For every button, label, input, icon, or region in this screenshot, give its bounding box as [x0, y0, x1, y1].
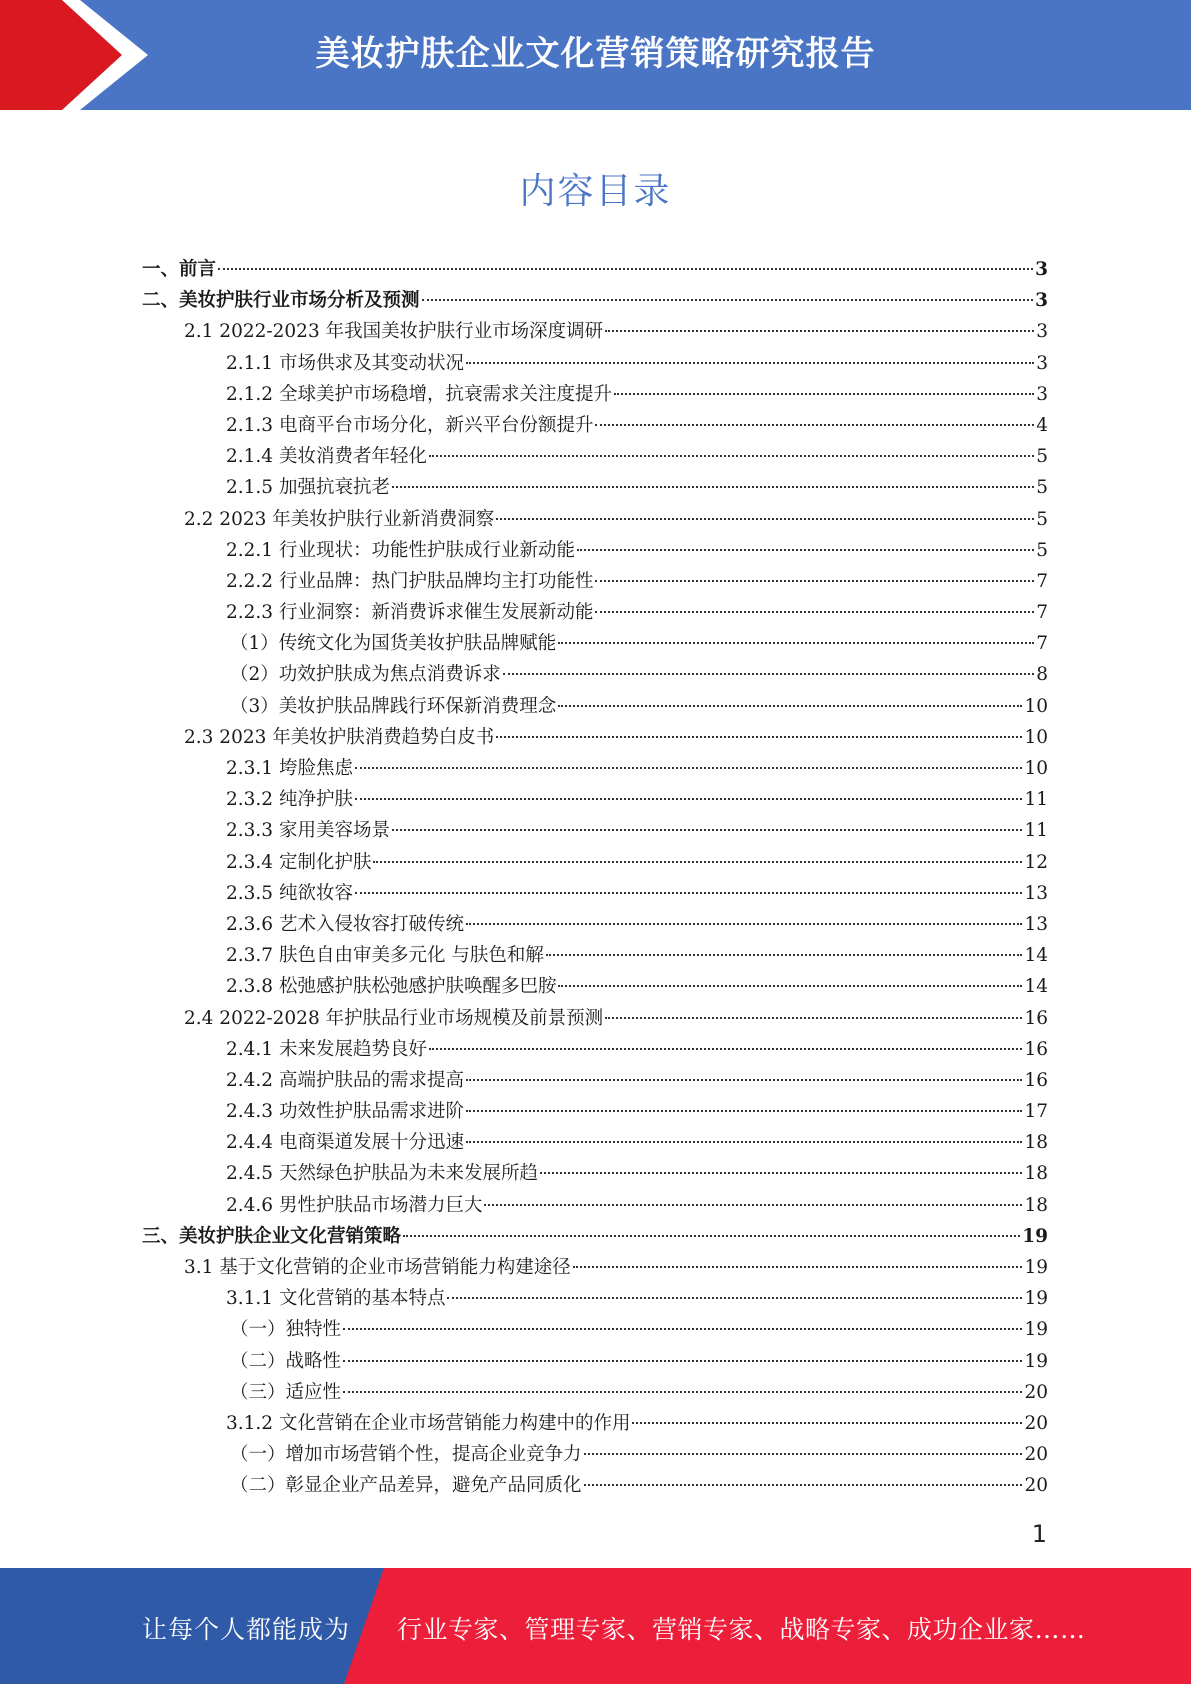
toc-leader-dots: [355, 798, 1023, 800]
toc-entry[interactable]: [142, 784, 1048, 815]
toc-entry-page: 18: [1024, 1132, 1048, 1154]
toc-entry[interactable]: [142, 1127, 1048, 1158]
toc-entry-title: 2.1.2 全球美护市场稳增，抗衰需求关注度提升: [226, 383, 612, 405]
toc-leader-dots: [355, 892, 1023, 894]
toc-entry-title: 3.1.2 文化营销在企业市场营销能力构建中的作用: [226, 1412, 631, 1434]
header-banner: [0, 0, 1191, 110]
toc-entry-page: 5: [1036, 477, 1048, 499]
toc-leader-dots: [496, 518, 1034, 520]
toc-entry-title: 2.4.2 高端护肤品的需求提高: [226, 1069, 464, 1091]
toc-entry[interactable]: [142, 1158, 1048, 1189]
toc-entry[interactable]: [142, 535, 1048, 566]
toc-leader-dots: [466, 923, 1022, 925]
toc-entry-title: 2.2.3 行业洞察：新消费诉求催生发展新动能: [226, 602, 594, 624]
toc-leader-dots: [429, 1048, 1022, 1050]
toc-entry-page: 5: [1036, 446, 1048, 468]
toc-entry-title: 2.4.3 功效性护肤品需求进阶: [226, 1101, 464, 1123]
toc-entry[interactable]: [142, 753, 1048, 784]
toc-entry[interactable]: [142, 909, 1048, 940]
toc-leader-dots: [403, 1235, 1020, 1237]
table-of-contents: [142, 254, 1048, 1502]
toc-entry-title: 2.3.3 家用美容场景: [226, 820, 390, 842]
toc-entry-page: 7: [1036, 633, 1048, 655]
document-title: 美妆护肤企业文化营销策略研究报告: [315, 34, 876, 74]
toc-entry[interactable]: [142, 441, 1048, 472]
footer-roles: 行业专家、管理专家、营销专家、战略专家、成功企业家……: [397, 1615, 1086, 1644]
toc-entry-page: 10: [1024, 726, 1048, 748]
toc-entry-title: 2.4.4 电商渠道发展十分迅速: [226, 1132, 464, 1154]
toc-entry[interactable]: [142, 1283, 1048, 1314]
toc-leader-dots: [605, 1017, 1022, 1019]
toc-heading: 内容目录: [519, 171, 672, 212]
toc-entry[interactable]: [142, 722, 1048, 753]
toc-leader-dots: [595, 611, 1034, 613]
toc-entry-title: （1）传统文化为国货美妆护肤品牌赋能: [230, 633, 557, 655]
toc-entry-page: 19: [1024, 1319, 1048, 1341]
toc-entry-title: 2.3.6 艺术入侵妆容打破传统: [226, 913, 464, 935]
toc-leader-dots: [466, 1110, 1022, 1112]
toc-entry-page: 11: [1024, 820, 1048, 842]
toc-entry[interactable]: [142, 566, 1048, 597]
toc-entry-page: 13: [1024, 882, 1048, 904]
toc-entry[interactable]: [142, 348, 1048, 379]
toc-entry-page: 5: [1036, 539, 1048, 561]
toc-entry-title: 2.1.5 加强抗衰抗老: [226, 477, 390, 499]
toc-entry-title: （三）适应性: [230, 1381, 342, 1403]
toc-entry-title: （一）增加市场营销个性，提高企业竞争力: [230, 1444, 582, 1466]
toc-leader-dots: [422, 299, 1034, 301]
toc-entry-title: 2.3 2023 年美妆护肤消费趋势白皮书: [184, 726, 495, 748]
toc-entry-title: 二、美妆护肤行业市场分析及预测: [142, 290, 420, 312]
toc-entry[interactable]: [142, 691, 1048, 722]
footer-banner: [0, 1568, 1191, 1684]
toc-entry[interactable]: [142, 1065, 1048, 1096]
toc-entry-page: 18: [1024, 1163, 1048, 1185]
page-number: 1: [1031, 1520, 1047, 1548]
toc-entry-title: 2.3.7 肤色自由审美多元化 与肤色和解: [226, 945, 544, 967]
toc-entry-page: 3: [1036, 383, 1048, 405]
toc-entry-title: （二）战略性: [230, 1350, 342, 1372]
toc-entry-page: 5: [1036, 508, 1048, 530]
toc-entry-page: 20: [1024, 1444, 1048, 1466]
toc-entry[interactable]: [142, 504, 1048, 535]
toc-entry-title: 2.4.5 天然绿色护肤品为未来发展所趋: [226, 1163, 538, 1185]
toc-entry-page: 18: [1024, 1194, 1048, 1216]
toc-leader-dots: [218, 268, 1033, 270]
toc-entry-page: 19: [1022, 1225, 1048, 1247]
toc-leader-dots: [584, 1453, 1023, 1455]
toc-entry[interactable]: [142, 1034, 1048, 1065]
toc-entry[interactable]: [142, 815, 1048, 846]
toc-entry[interactable]: [142, 1190, 1048, 1221]
toc-entry-page: 3: [1036, 321, 1048, 343]
toc-entry-title: （二）彰显企业产品差异，避免产品同质化: [230, 1475, 582, 1497]
toc-leader-dots: [484, 1204, 1022, 1206]
toc-entry-page: 7: [1036, 570, 1048, 592]
toc-leader-dots: [466, 362, 1034, 364]
toc-entry-title: 2.3.2 纯净护肤: [226, 789, 353, 811]
toc-entry[interactable]: [142, 1408, 1048, 1439]
footer-slogan: 让每个人都能成为: [142, 1615, 351, 1644]
toc-entry-title: 2.4.1 未来发展趋势良好: [226, 1038, 427, 1060]
toc-entry[interactable]: [142, 1470, 1048, 1501]
toc-entry-page: 13: [1024, 913, 1048, 935]
toc-entry-page: 12: [1024, 851, 1048, 873]
toc-leader-dots: [373, 861, 1022, 863]
toc-entry[interactable]: [142, 1252, 1048, 1283]
toc-entry-title: 一、前言: [142, 259, 217, 280]
toc-entry-page: 7: [1036, 602, 1048, 624]
toc-entry[interactable]: [142, 410, 1048, 441]
toc-entry-title: 2.1.4 美妆消费者年轻化: [226, 446, 427, 468]
toc-entry[interactable]: [142, 1346, 1048, 1377]
toc-entry-title: 2.2.1 行业现状：功能性护肤成行业新动能: [226, 539, 575, 561]
toc-entry-page: 10: [1024, 758, 1048, 779]
toc-leader-dots: [392, 829, 1022, 831]
toc-entry-title: （2）功效护肤成为焦点消费诉求: [230, 664, 501, 686]
toc-leader-dots: [343, 1391, 1022, 1393]
toc-leader-dots: [429, 455, 1034, 457]
toc-entry-page: 14: [1024, 945, 1048, 967]
toc-entry[interactable]: [142, 472, 1048, 503]
toc-entry-page: 10: [1024, 695, 1048, 717]
toc-entry-title: 2.3.4 定制化护肤: [226, 851, 372, 873]
toc-entry-page: 16: [1024, 1007, 1048, 1029]
toc-entry[interactable]: [142, 597, 1048, 628]
toc-leader-dots: [595, 424, 1034, 426]
toc-entry-page: 20: [1024, 1475, 1048, 1497]
toc-entry-title: 2.2 2023 年美妆护肤行业新消费洞察: [184, 508, 495, 530]
toc-entry-title: 2.4 2022-2028 年护肤品行业市场规模及前景预测: [184, 1007, 604, 1029]
toc-entry-page: 4: [1036, 414, 1048, 436]
toc-entry-page: 11: [1024, 789, 1048, 811]
toc-entry-page: 8: [1036, 664, 1048, 686]
toc-entry[interactable]: [142, 1439, 1048, 1470]
toc-entry-title: 2.3.1 垮脸焦虑: [226, 758, 353, 779]
toc-entry-title: 3.1 基于文化营销的企业市场营销能力构建途径: [184, 1257, 571, 1278]
toc-entry[interactable]: [142, 1003, 1048, 1034]
toc-entry-title: 3.1.1 文化营销的基本特点: [226, 1288, 446, 1310]
toc-entry-title: 2.3.5 纯欲妆容: [226, 882, 353, 904]
toc-entry-page: 17: [1024, 1101, 1048, 1123]
toc-leader-dots: [584, 1484, 1023, 1486]
toc-entry[interactable]: [142, 316, 1048, 347]
toc-entry[interactable]: [142, 254, 1048, 285]
toc-leader-dots: [392, 486, 1034, 488]
toc-entry[interactable]: [142, 379, 1048, 410]
toc-entry-page: 16: [1024, 1069, 1048, 1091]
toc-leader-dots: [466, 1141, 1022, 1143]
toc-entry[interactable]: [142, 659, 1048, 690]
toc-entry-page: 3: [1036, 352, 1048, 374]
toc-entry-title: （3）美妆护肤品牌践行环保新消费理念: [230, 695, 557, 717]
toc-leader-dots: [466, 1079, 1022, 1081]
toc-entry-title: 2.1.1 市场供求及其变动状况: [226, 352, 464, 374]
toc-leader-dots: [614, 393, 1034, 395]
toc-leader-dots: [546, 954, 1023, 956]
toc-leader-dots: [632, 1422, 1022, 1424]
toc-leader-dots: [577, 549, 1034, 551]
toc-entry[interactable]: [142, 1221, 1048, 1252]
toc-entry-title: 2.1.3 电商平台市场分化，新兴平台份额提升: [226, 414, 594, 436]
toc-entry[interactable]: [142, 878, 1048, 909]
toc-entry[interactable]: [142, 940, 1048, 971]
toc-entry-page: 16: [1024, 1038, 1048, 1060]
toc-entry-title: 2.3.8 松弛感护肤松弛感护肤唤醒多巴胺: [226, 976, 557, 998]
toc-entry[interactable]: [142, 971, 1048, 1002]
toc-entry-page: 20: [1024, 1412, 1048, 1434]
toc-entry-title: （一）独特性: [230, 1319, 342, 1341]
toc-entry[interactable]: [142, 628, 1048, 659]
toc-leader-dots: [496, 736, 1022, 738]
toc-entry-title: 三、美妆护肤企业文化营销策略: [142, 1225, 402, 1247]
toc-entry-page: 19: [1024, 1288, 1048, 1310]
toc-entry-title: 2.2.2 行业品牌：热门护肤品牌均主打功能性: [226, 570, 594, 592]
toc-leader-dots: [355, 767, 1023, 769]
toc-entry[interactable]: [142, 847, 1048, 878]
toc-leader-dots: [503, 673, 1034, 675]
toc-leader-dots: [605, 330, 1034, 332]
toc-leader-dots: [343, 1360, 1022, 1362]
toc-entry-page: 14: [1024, 976, 1048, 998]
toc-leader-dots: [573, 1266, 1023, 1268]
toc-entry[interactable]: [142, 285, 1048, 316]
toc-leader-dots: [558, 985, 1022, 987]
toc-entry-page: 19: [1024, 1350, 1048, 1372]
toc-leader-dots: [558, 705, 1022, 707]
toc-entry[interactable]: [142, 1314, 1048, 1345]
toc-leader-dots: [343, 1328, 1022, 1330]
toc-entry[interactable]: [142, 1096, 1048, 1127]
toc-leader-dots: [447, 1297, 1022, 1299]
toc-entry-page: 3: [1035, 290, 1048, 312]
toc-entry-title: 2.4.6 男性护肤品市场潜力巨大: [226, 1194, 483, 1216]
toc-entry-page: 19: [1024, 1257, 1048, 1278]
toc-leader-dots: [558, 642, 1034, 644]
toc-entry[interactable]: [142, 1377, 1048, 1408]
toc-leader-dots: [595, 580, 1034, 582]
toc-leader-dots: [540, 1172, 1022, 1174]
toc-entry-page: 3: [1035, 259, 1048, 280]
toc-entry-page: 20: [1024, 1381, 1048, 1403]
toc-entry-title: 2.1 2022-2023 年我国美妆护肤行业市场深度调研: [184, 321, 604, 343]
